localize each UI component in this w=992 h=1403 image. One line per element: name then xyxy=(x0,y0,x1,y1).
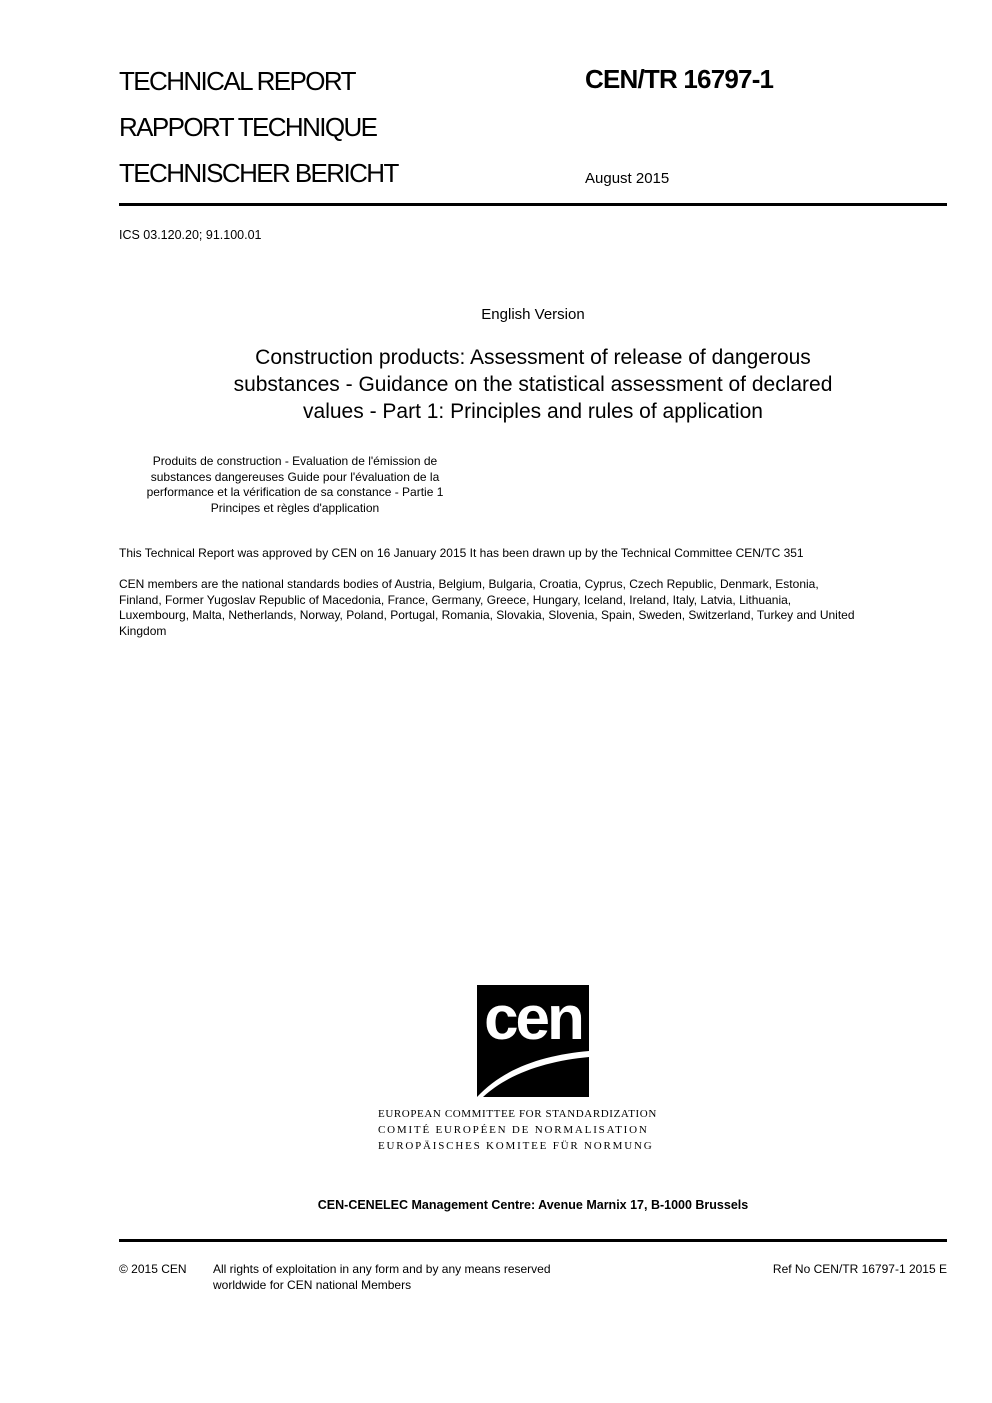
committee-name-english: EUROPEAN COMMITTEE FOR STANDARDIZATION xyxy=(378,1108,657,1120)
language-version: English Version xyxy=(481,306,585,323)
copyright: © 2015 CEN xyxy=(119,1262,187,1276)
footer-rule xyxy=(119,1239,947,1242)
rights-line: worldwide for CEN national Members xyxy=(213,1277,412,1292)
approval-statement: This Technical Report was approved by CEN on 16 January 2015 It has been drawn up by the Technical Committee CEN/TC 351 xyxy=(119,546,804,560)
committee-name-german: EUROPÄISCHES KOMITEE FÜR NORMUNG xyxy=(378,1140,654,1152)
members-line: Kingdom xyxy=(119,623,167,638)
cen-logo-word: cen xyxy=(484,984,582,1053)
french-title xyxy=(119,454,471,516)
committee-names xyxy=(378,1106,657,1154)
title-line: substances - Guidance on the statistical assessment of declared xyxy=(233,373,833,396)
report-type-english: TECHNICAL REPORT xyxy=(119,66,355,96)
publication-date: August 2015 xyxy=(585,170,670,187)
ics-codes: ICS 03.120.20; 91.100.01 xyxy=(119,228,262,242)
members-statement xyxy=(119,577,855,639)
rights-notice xyxy=(213,1262,551,1293)
report-type-french: RAPPORT TECHNIQUE xyxy=(119,112,377,142)
document-title xyxy=(119,344,947,425)
members-line: Finland, Former Yugoslav Republic of Macedonia, France, Germany, Greece, Hungary, Iceland, Ireland, Italy, Latvia, Lithuania, xyxy=(119,592,792,607)
french-title-line: substances dangereuses Guide pour l'évaluation de la xyxy=(150,469,440,484)
french-title-line: performance et la vérification de sa constance - Partie 1 xyxy=(146,485,444,499)
committee-name-french: COMITÉ EUROPÉEN DE NORMALISATION xyxy=(378,1124,649,1136)
french-title-line: Produits de construction - Evaluation de l'émission de xyxy=(152,454,438,468)
report-type-german: TECHNISCHER BERICHT xyxy=(119,158,398,188)
management-centre-address: CEN-CENELEC Management Centre: Avenue Marnix 17, B-1000 Brussels xyxy=(317,1198,749,1212)
header-rule xyxy=(119,203,947,206)
title-line: Construction products: Assessment of release of dangerous xyxy=(255,346,811,369)
members-line: Luxembourg, Malta, Netherlands, Norway, Poland, Portugal, Romania, Slovakia, Slovenia, Spain, Sweden, Switzerland, Turkey and United xyxy=(119,608,855,622)
members-line: CEN members are the national standards bodies of Austria, Belgium, Bulgaria, Croatia, Cyprus, Czech Republic, Denmark, Estonia, xyxy=(119,577,819,591)
title-line: values - Part 1: Principles and rules of application xyxy=(303,400,763,423)
rights-line: All rights of exploitation in any form and by any means reserved xyxy=(213,1262,551,1276)
french-title-line: Principes et règles d'application xyxy=(210,500,380,515)
reference-number: Ref No CEN/TR 16797-1 2015 E xyxy=(772,1262,947,1276)
cen-logo xyxy=(477,985,589,1097)
cen-logo-swoosh-icon xyxy=(477,985,589,1097)
document-number: CEN/TR 16797-1 xyxy=(585,64,774,94)
